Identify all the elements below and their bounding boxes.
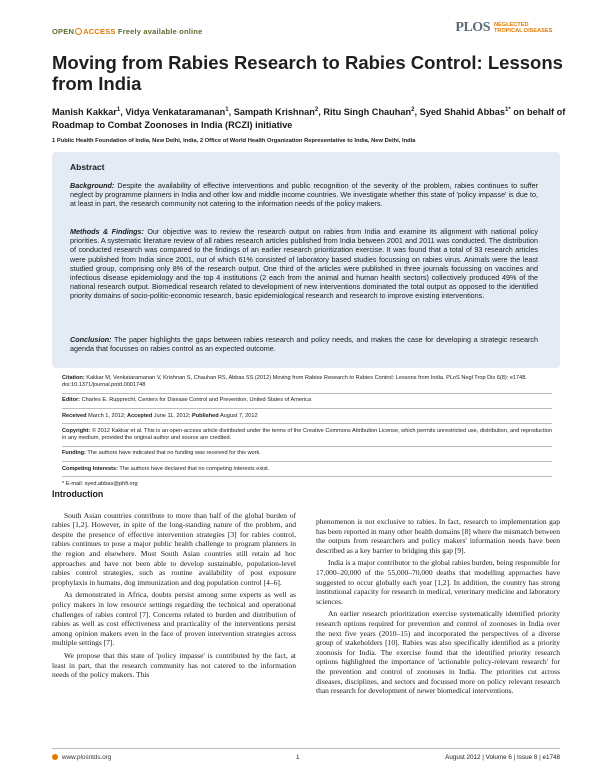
paragraph: We propose that this state of 'policy impasse' is contributed by the fact, at least in part, that the research community has not catered to the information needs of the policy makers. This xyxy=(52,650,296,680)
author-name: Vidya Venkataramanan xyxy=(125,107,226,118)
open-text: OPEN xyxy=(52,27,75,36)
corresponding-email: * E-mail: syed.abbas@phfi.org xyxy=(62,480,138,487)
open-access-lock-icon xyxy=(75,28,82,35)
abstract-background-label: Background: xyxy=(70,181,115,190)
journal-logo xyxy=(455,20,562,36)
divider xyxy=(62,423,552,424)
abstract-background-text: Despite the availability of effective interventions and public recognition of the severity of the problem, rabies continues to suffer neglect by programme planners in India and other low and middle income countries. We investigate whether this state of 'policy impasse' is due to, at least in part, the research community not catering to the information needs of the policy makers. xyxy=(70,181,539,209)
author-name: Manish Kakkar xyxy=(52,107,117,118)
divider xyxy=(62,461,552,462)
abstract-conclusion-text: The paper highlights the gaps between rabies research and policy needs, and makes the case for developing a strategic research agenda that focusses on rabies control as an expected outcome. xyxy=(70,335,538,354)
abstract-methods-label: Methods & Findings: xyxy=(70,227,144,236)
paragraph: phenomenon is not exclusive to rabies. In fact, research to implementation gap has been reported in many other health domains [8] where the mismatch between the outputs from researchers and policy makers' information needs have been described as a key barrier to bridging this gap [9]. xyxy=(316,517,560,555)
competing-label: Competing Interests: xyxy=(62,465,118,472)
abstract-background xyxy=(70,181,538,209)
author-group: on behalf of Roadmap to Combat Zoonoses in India (RCZI) initiative xyxy=(52,107,566,130)
affiliations: 1 Public Health Foundation of India, New Delhi, India, 2 Office of World Health Organization Representative to India, New Delhi, India xyxy=(52,138,416,144)
author-affiliation-mark: 1 xyxy=(225,107,229,113)
editor-label: Editor: xyxy=(62,397,81,404)
access-text: ACCESS xyxy=(83,27,116,36)
published-label: Published xyxy=(191,412,219,419)
body-left-column xyxy=(52,490,296,683)
citation-text: Kakkar M, Venkataramanan V, Krishnan S, Chauhan RS, Abbas SS (2012) Moving from Rabies Research to Rabies Control: Lessons from India. PLoS Negl Trop Dis 6(8): e1748. doi:10.1371/journal.pntd.0001748 xyxy=(62,375,527,388)
author-name: Sampath Krishnan xyxy=(233,107,315,118)
author-affiliation-mark: 1* xyxy=(505,107,511,113)
received-label: Received xyxy=(62,412,87,419)
author-name: Syed Shahid Abbas xyxy=(419,107,506,118)
citation-label: Citation: xyxy=(62,375,85,381)
funding-text: The authors have indicated that no funding was received for this work. xyxy=(87,450,261,457)
footer-divider xyxy=(52,748,560,749)
received-date: March 1, 2012; xyxy=(88,412,126,419)
accepted-date: June 11, 2012; xyxy=(153,412,191,419)
author-affiliation-mark: 2 xyxy=(411,107,415,113)
divider xyxy=(62,393,552,394)
section-heading: Introduction xyxy=(52,489,104,499)
body-right-column xyxy=(316,517,560,699)
journal-url-link[interactable]: www.plosntds.org xyxy=(62,754,112,761)
plos-logo: PLOS xyxy=(455,20,490,35)
divider xyxy=(62,408,552,409)
journal-name-line2: TROPICAL DISEASES xyxy=(494,28,553,34)
author-affiliation-mark: 1 xyxy=(116,107,121,113)
paragraph: As demonstrated in Africa, doubts persist among some experts as well as policy makers in low resource settings regarding the technical and operational challenges of rabies control [7]. Concerns related to burden and distribution of rabies as well as cost effectiveness and practicality of the interventions persist among opinion makers even in the face of proven intervention strategies across multiple settings [7]. xyxy=(52,590,296,648)
abstract-conclusion xyxy=(70,335,538,353)
paragraph: South Asian countries contribute to more than half of the global burden of rabies [1,2]. However, in spite of the long-standing nature of the problem, and despite the presence of effective intervention strategies [3] for rabies control, rabies continues to pose a major public health challenge to program planners in the region and elsewhere. Most South Asian countries still retain ad hoc approaches and have not been able to develop sustainable, population-level rabies control strategies, such as routine availability of post exposure prophylaxis in humans, dog immunization and dog population control [4–6]. xyxy=(52,510,296,587)
paragraph: An earlier research prioritization exercise systematically identified priority research options required for prevention and control of zoonoses in India over the next five years (2010–15) and incorporated the perspectives of a diverse group of stakeholders [10]. Rabies was also specifically identified as a priority zoonosis for India. The exercise found that the identified priority research options highlighted the importance of 'actionable policy-relevant research' for the prevention and control of zoonoses in India. The priorities cut across diseases, disciplines, and sectors and focussed more on policy relevant research than research for development of newer biomedical interventions. xyxy=(316,609,560,696)
abstract-methods xyxy=(70,227,538,301)
accepted-label: Accepted xyxy=(127,412,153,419)
journal-name xyxy=(494,22,562,35)
copyright-text: © 2012 Kakkar et al. This is an open-access article distributed under the terms of the Creative Commons Attribution License, which permits unrestricted use, distribution, and reproduction in any medium, provided the original author and source are credited. xyxy=(62,427,552,441)
copyright xyxy=(62,428,552,442)
funding-label: Funding: xyxy=(62,450,86,457)
funding xyxy=(62,450,552,457)
issue-info: August 2012 | Volume 6 | Issue 8 | e1748 xyxy=(445,754,560,761)
divider xyxy=(62,446,552,447)
paragraph: India is a major contributor to the global rabies burden, being responsible for 17,000–20,000 of the 55,000–70,000 deaths that modelling approaches have suggested to occur globally each year [1,2]. In addition, the country has strong institutional capacity for research in medical, veterinary medicine and laboratory sciences. xyxy=(316,558,560,606)
dates xyxy=(62,413,552,420)
abstract-conclusion-label: Conclusion: xyxy=(70,335,112,344)
author-affiliation-mark: 2 xyxy=(314,107,319,113)
abstract-box xyxy=(52,152,560,368)
journal-name-line1: NEGLECTED xyxy=(494,21,529,28)
copyright-label: Copyright: xyxy=(62,427,91,434)
freely-available-text: Freely available online xyxy=(117,27,203,36)
page-number: 1 xyxy=(296,754,300,761)
editor xyxy=(62,397,552,404)
article-metadata xyxy=(62,375,552,492)
competing-text: The authors have declared that no competing interests exist. xyxy=(119,465,270,472)
divider xyxy=(62,476,552,477)
paper-title: Moving from Rabies Research to Rabies Control: Lessons from India xyxy=(52,52,563,94)
editor-text: Charles E. Rupprecht, Centers for Disease Control and Prevention, United States of America xyxy=(81,397,312,404)
competing-interests xyxy=(62,466,552,473)
author-list: Manish Kakkar$^1$, Vidya Venkataramanan$^1$, Sampath Krishnan$^2$, Ritu Singh Chauhan$^2$, Syed Shahid Abbas$^{1*}$ on behalf of Roadmap to Combat Zoonoses in India (RCZI) initiative xyxy=(52,107,566,130)
abstract-heading: Abstract xyxy=(70,162,105,172)
citation xyxy=(62,375,552,389)
author-name: Ritu Singh Chauhan xyxy=(323,107,412,118)
abstract-methods-text: Our objective was to review the research output on rabies from India and examine its alignment with national policy priorities. A systematic literature review of all rabies research articles published from India between 2001 and 2011 was conducted. The distribution of conducted research was compared to the findings of an earlier research prioritization exercise. It was found that a total of 93 research articles were published from India since 2001, out of which 61% consisted of laboratory based studies focussing on rabies virus. Animals were the least studied group, comprising only 8% of the research output. One third of the articles were published in three journals focussing on vaccines and infectious disease epidemiology and the top 4 institutions (2 each from the animal and human health sectors) collectively produced 49% of the national research output. Biomedical research related to development of new interventions dominated the total output as opposed to the identified priority domains of socio-politic-economic research, basic epidemiological research and research to improve existing interventions. xyxy=(70,227,538,301)
published-date: August 7, 2012 xyxy=(219,412,258,419)
open-access-label xyxy=(52,27,202,36)
globe-icon xyxy=(52,754,58,760)
